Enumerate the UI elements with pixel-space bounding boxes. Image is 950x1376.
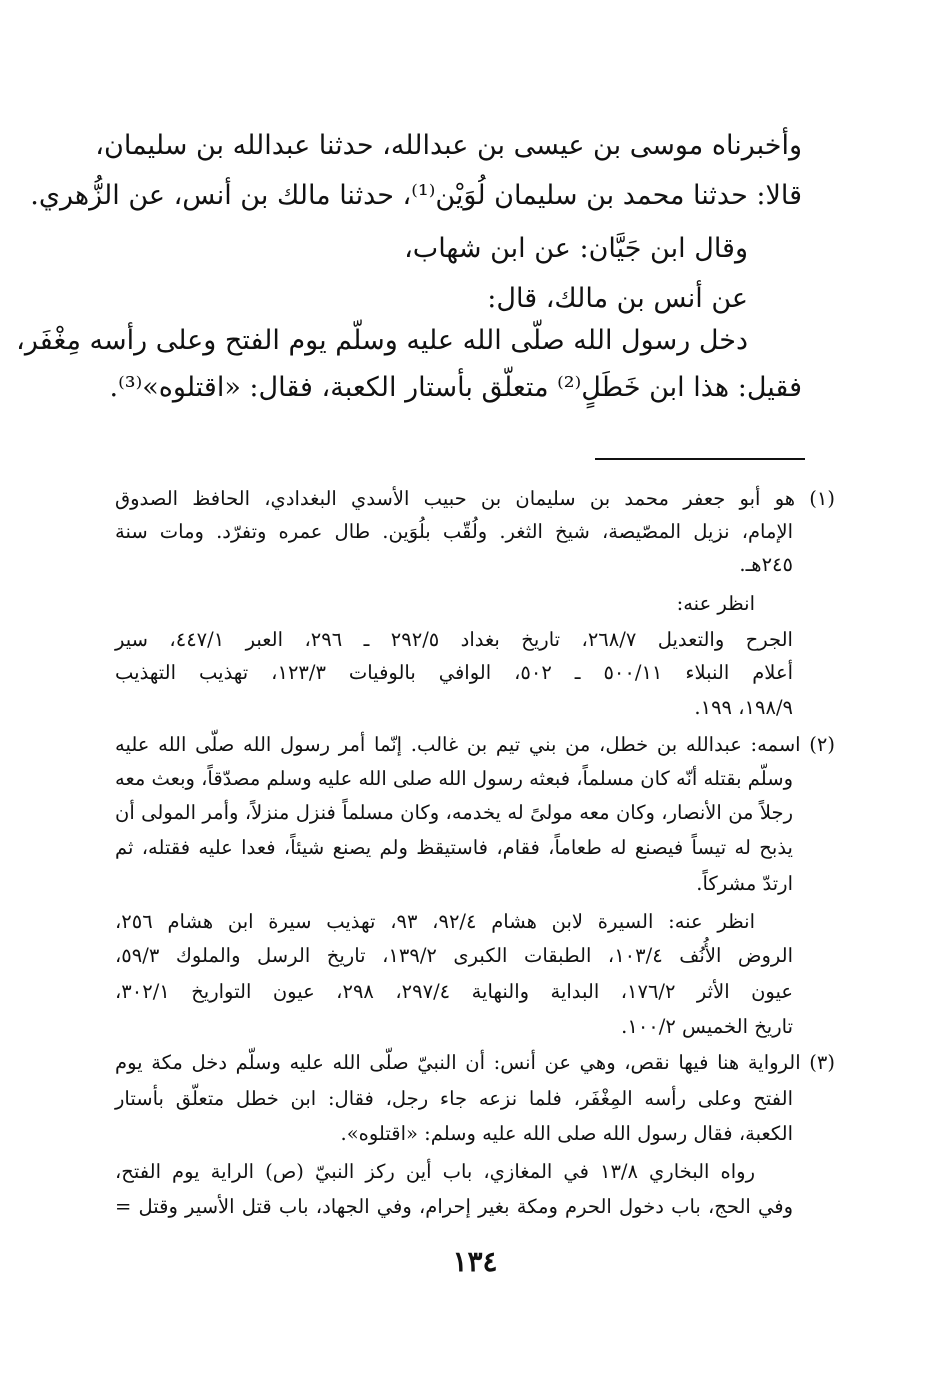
footnote-line: الروض الأُنُف ١٠٣/٤، الطبقات الكبرى ١٣٩/٢، تاريخ الرسل والملوك ٥٩/٣، [115,944,793,967]
footnote-line: الفتح وعلى رأسه المِغْفَر، فلما نزعه جاء رجل، فقال: ابن خطل متعلّق بأستار [115,1087,793,1110]
main-line: وأخبرناه موسى بن عيسى بن عبدالله، حدثنا عبدالله بن سليمان، [95,130,802,161]
footnote-line: عيون الأثر ١٧٦/٢، البداية والنهاية ٢٩٧/٤، ٢٩٨، عيون التواريخ ٣٠٢/١، [115,980,793,1003]
footnote-line: الكعبة، فقال رسول الله صلى الله عليه وسلم: «اقتلوه». [340,1122,793,1145]
footnote-line: انظر عنه: [676,592,755,615]
footnote-line: الإمام، نزيل المصّيصة، شيخ الثغر. ولُقّب بلُوَين. طال عمره وتفرّد. ومات سنة [115,520,793,543]
footnote-line: رواه البخاري ١٣/٨ في المغازي، باب أين ركز النبيّ (ص) الراية يوم الفتح، [115,1160,755,1183]
main-line: دخل رسول الله صلّى الله عليه وسلّم يوم الفتح وعلى رأسه مِغْفَر، [16,325,748,356]
footnote-line: وسلّم بقتله أنّه كان مسلماً، فبعثه رسول الله صلى الله عليه وسلم مصدّقاً، وبعث معه [115,767,793,790]
footnote-line: ارتدّ مشركاً. [696,872,793,895]
footnote-line: ٢٤٥هـ. [739,553,793,576]
footnote-line: الجرح والتعديل ٢٦٨/٧، تاريخ بغداد ٢٩٢/٥ ـ ٢٩٦، العبر ٤٤٧/١، سير [115,628,793,651]
footnote-line: (١) هو أبو جعفر محمد بن سليمان بن حبيب الأسدي البغدادي، الحافظ الصدوق [115,487,835,510]
main-line: عن أنس بن مالك، قال: [487,283,748,314]
footnote-line: أعلام النبلاء ٥٠٠/١١ ـ ٥٠٢، الوافي بالوفيات ١٢٣/٣، تهذيب التهذيب [115,661,794,684]
main-line: قالا: حدثنا محمد بن سليمان لُوَيْن⁽¹⁾، حدثنا مالك بن أنس، عن الزُّهري. [30,180,802,211]
footnote-line: (٣) الرواية هنا فيها نقص، وهي عن أنس: أن النبيّ صلّى الله عليه وسلّم دخل مكة يوم [115,1051,835,1074]
main-line: وقال ابن جَيَّان: عن ابن شهاب، [404,233,748,264]
footnote-separator [595,458,805,460]
footnote-line: انظر عنه: السيرة لابن هشام ٩٢/٤، ٩٣، تهذيب سيرة ابن هشام ٢٥٦، [115,910,755,933]
footnote-line: (٢) اسمه: عبدالله بن خطل، من بني تيم بن غالب. إنّما أمر رسول الله صلّى الله عليه [115,733,835,756]
footnote-line: ١٩٨/٩، ١٩٩. [694,696,793,719]
footnote-line: تاريخ الخميس ١٠٠/٢. [621,1015,793,1038]
footnote-line: يذبح له تيساً فيصنع له طعاماً، فقام، فاستيقظ ولم يصنع شيئاً، فعدا عليه فقتله، ثم [115,836,793,859]
main-line: فقيل: هذا ابن خَطَلٍ⁽²⁾ متعلّق بأستار الكعبة، فقال: «اقتلوه»⁽³⁾. [109,372,802,403]
footnote-line: رجلاً من الأنصار، وكان معه مولىً له يخدمه، وكان مسلماً فنزل منزلاً، وأمر المولى أن [115,801,793,824]
page-number: ١٣٤ [452,1245,498,1278]
footnote-line: وفي الحج، باب دخول الحرم ومكة بغير إحرام، وفي الجهاد، باب قتل الأسير وقتل = [115,1195,793,1218]
